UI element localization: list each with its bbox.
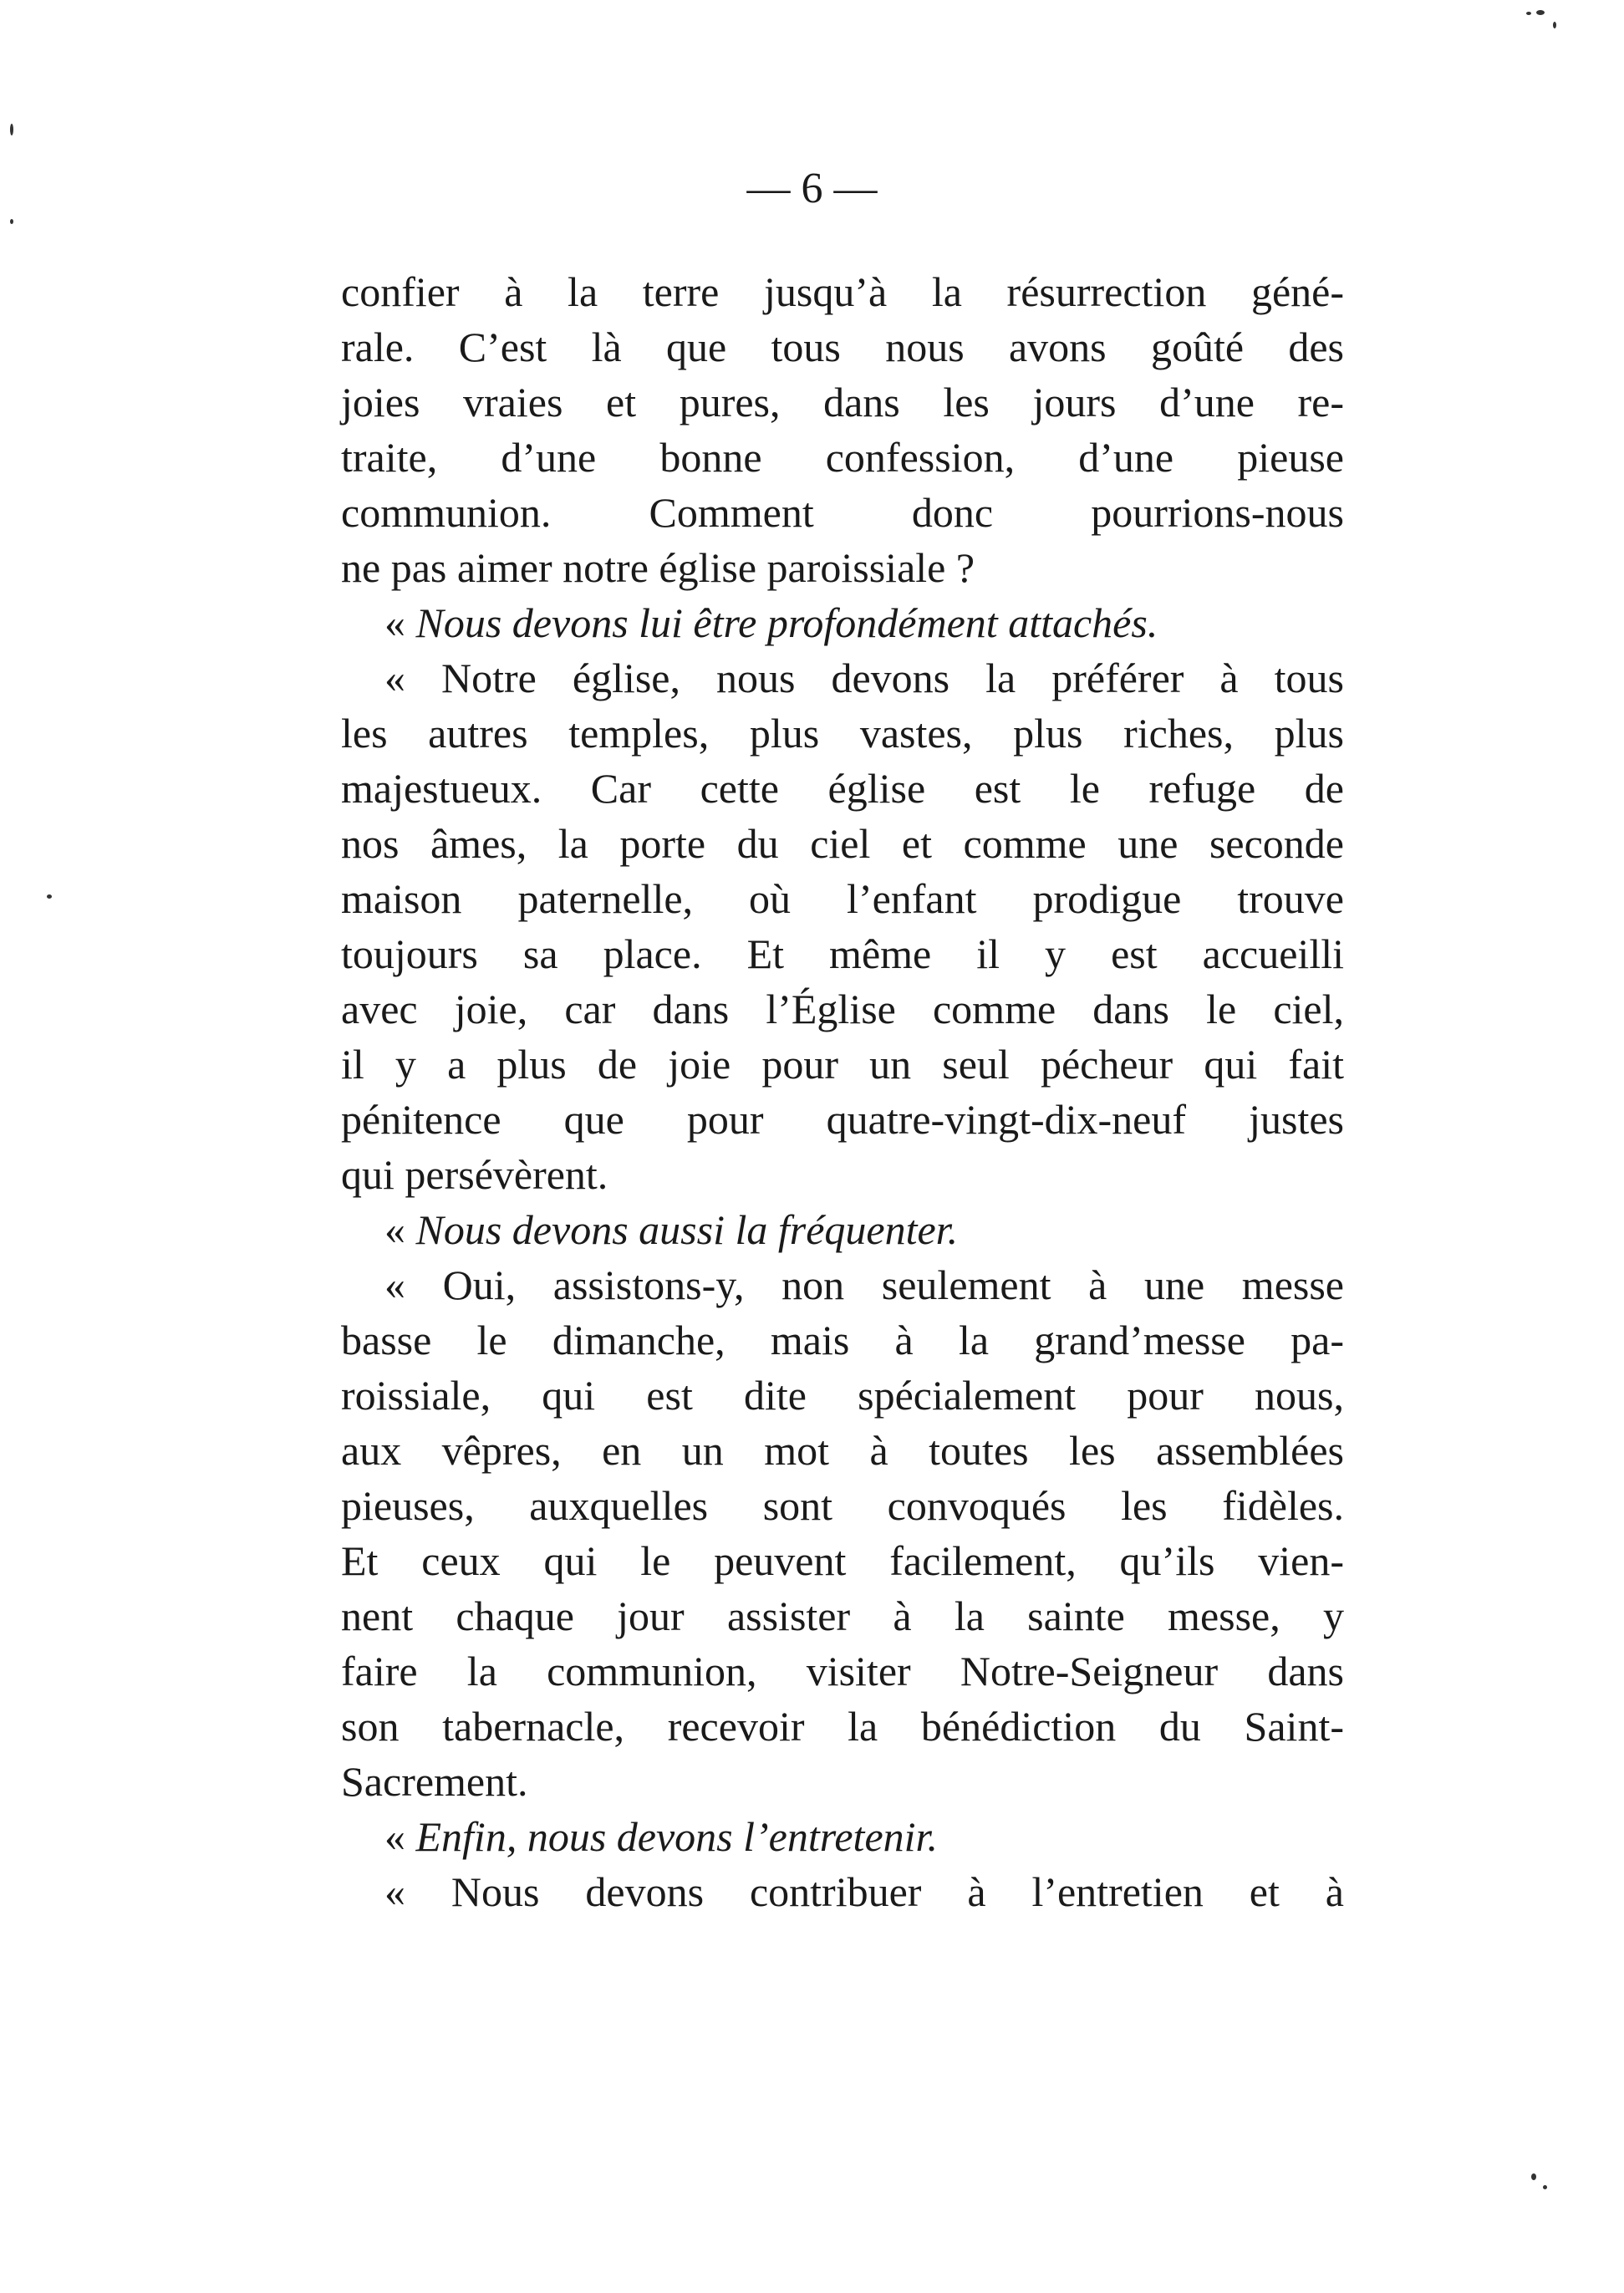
- page-number: — 6 —: [746, 165, 878, 212]
- text-line: « Oui, assistons-y, non seulement à une messe: [384, 1261, 1344, 1308]
- scan-speck: [10, 124, 13, 135]
- text-line: aux vêpres, en un mot à toutes les assemblées: [341, 1427, 1344, 1474]
- scan-speck: [1553, 22, 1556, 28]
- text-line: il y a plus de joie pour un seul pécheur qui fait: [341, 1041, 1344, 1088]
- text-line: confier à la terre jusqu’à la résurrection géné-: [341, 268, 1344, 315]
- scan-speck: [10, 219, 13, 224]
- text-line: les autres temples, plus vastes, plus riches, plus: [341, 710, 1344, 757]
- scan-speck: [47, 894, 52, 899]
- scan-speck: [1531, 2173, 1536, 2180]
- text-line: maison paternelle, où l’enfant prodigue trouve: [341, 875, 1344, 922]
- text-line: rale. C’est là que tous nous avons goûté des: [341, 324, 1344, 370]
- text-line: Et ceux qui le peuvent facilement, qu’ils vien-: [341, 1537, 1344, 1584]
- section-heading-line: [341, 1202, 1344, 1257]
- text-line: pénitence que pour quatre-vingt-dix-neuf justes: [341, 1096, 1344, 1143]
- text-line: ne pas aimer notre église paroissiale ?: [341, 544, 975, 591]
- text-line: joies vraies et pures, dans les jours d’une re-: [341, 379, 1344, 425]
- text-line: pieuses, auxquelles sont convoqués les fidèles.: [341, 1482, 1344, 1529]
- text-line: « Notre église, nous devons la préférer à tous: [384, 655, 1344, 701]
- text-line: toujours sa place. Et même il y est accueilli: [341, 930, 1344, 977]
- section-heading-line: [341, 1809, 1344, 1864]
- text-line: nent chaque jour assister à la sainte messe, y: [341, 1592, 1344, 1639]
- scan-speck: [1536, 10, 1545, 15]
- open-quote: «: [384, 599, 416, 646]
- text-line: majestueux. Car cette église est le refuge de: [341, 765, 1344, 812]
- text-line: faire la communion, visiter Notre-Seigneur dans: [341, 1648, 1344, 1694]
- text-line: nos âmes, la porte du ciel et comme une seconde: [341, 820, 1344, 867]
- text-line: son tabernacle, recevoir la bénédiction du Saint-: [341, 1703, 1344, 1750]
- scan-speck: [1526, 12, 1531, 15]
- scan-speck: [1543, 2185, 1547, 2189]
- text-line: roissiale, qui est dite spécialement pour nous,: [341, 1372, 1344, 1419]
- italic-heading: Nous devons lui être profondément attachés.: [415, 599, 1158, 646]
- text-line: traite, d’une bonne confession, d’une pieuse: [341, 434, 1344, 481]
- text-line: Sacrement.: [341, 1758, 528, 1805]
- italic-heading: Enfin, nous devons l’entretenir.: [415, 1813, 938, 1860]
- section-heading-line: [341, 595, 1344, 650]
- text-line: communion. Comment donc pourrions-nous: [341, 489, 1344, 536]
- text-line: qui persévèrent.: [341, 1151, 608, 1198]
- text-line: avec joie, car dans l’Église comme dans le ciel,: [341, 986, 1344, 1032]
- open-quote: «: [384, 1206, 416, 1253]
- open-quote: «: [384, 1813, 416, 1860]
- text-line: basse le dimanche, mais à la grand’messe pa-: [341, 1317, 1344, 1363]
- italic-heading: Nous devons aussi la fréquenter.: [415, 1206, 959, 1253]
- body-text: [341, 264, 1344, 1919]
- text-line: « Nous devons contribuer à l’entretien et à: [384, 1868, 1344, 1915]
